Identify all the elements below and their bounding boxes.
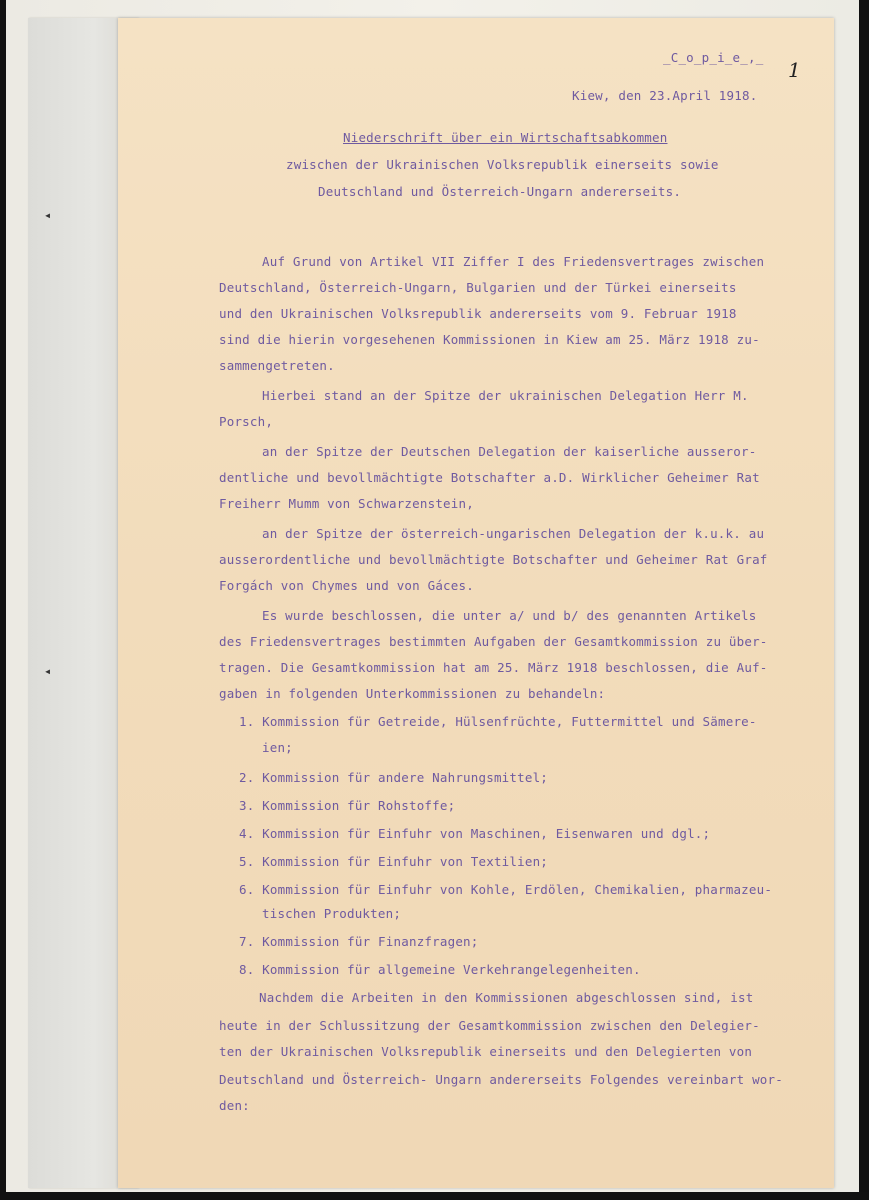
body-line: Freiherr Mumm von Schwarzenstein,	[219, 496, 474, 511]
body-line: Forgách von Chymes und von Gáces.	[219, 578, 474, 593]
body-line: Hierbei stand an der Spitze der ukrainischen Delegation Herr M.	[262, 388, 749, 403]
document-title: Niederschrift über ein Wirtschaftsabkommen	[343, 130, 668, 145]
body-line: gaben in folgenden Unterkommissionen zu behandeln:	[219, 686, 606, 701]
document-subtitle: zwischen der Ukrainischen Volksrepublik einerseits sowie	[286, 157, 719, 172]
body-line: und den Ukrainischen Volksrepublik andererseits vom 9. Februar 1918	[219, 306, 737, 321]
folio-number: 1	[788, 58, 801, 82]
body-line: Auf Grund von Artikel VII Ziffer I des Friedensvertrages zwischen	[262, 254, 765, 269]
body-line: Porsch,	[219, 414, 274, 429]
list-item: 4. Kommission für Einfuhr von Maschinen, Eisenwaren und dgl.;	[239, 826, 711, 841]
list-item: tischen Produkten;	[262, 906, 402, 921]
list-item: 8. Kommission für allgemeine Verkehrangelegenheiten.	[239, 962, 641, 977]
list-item: 3. Kommission für Rohstoffe;	[239, 798, 456, 813]
dateline: Kiew, den 23.April 1918.	[572, 88, 758, 103]
scan-border-left	[0, 0, 6, 1200]
body-line: tragen. Die Gesamtkommission hat am 25. März 1918 beschlossen, die Auf-	[219, 660, 768, 675]
body-line: an der Spitze der österreich-ungarischen Delegation der k.u.k. au	[262, 526, 765, 541]
closing-line: heute in der Schlussitzung der Gesamtkommission zwischen den Delegier-	[219, 1018, 760, 1033]
margin-mark: ◂	[44, 664, 52, 678]
list-item: 7. Kommission für Finanzfragen;	[239, 934, 479, 949]
document-subtitle: Deutschland und Österreich-Ungarn andererseits.	[318, 184, 682, 199]
closing-line: den:	[219, 1098, 250, 1113]
list-item: 5. Kommission für Einfuhr von Textilien;	[239, 854, 549, 869]
body-line: sind die hierin vorgesehenen Kommissionen in Kiew am 25. März 1918 zu-	[219, 332, 760, 347]
body-line: Deutschland, Österreich-Ungarn, Bulgarien und der Türkei einerseits	[219, 280, 737, 295]
body-line: dentliche und bevollmächtigte Botschafter a.D. Wirklicher Geheimer Rat	[219, 470, 760, 485]
margin-mark: ◂	[44, 208, 52, 222]
body-line: Es wurde beschlossen, die unter a/ und b/ des genannten Artikels	[262, 608, 757, 623]
list-item: 1. Kommission für Getreide, Hülsenfrüchte, Futtermittel und Sämere-	[239, 714, 757, 729]
scan-border-right	[859, 0, 869, 1200]
closing-line: Deutschland und Österreich- Ungarn andererseits Folgendes vereinbart wor-	[219, 1072, 783, 1087]
scan-border-bottom	[0, 1192, 869, 1200]
closing-line: ten der Ukrainischen Volksrepublik einerseits und den Delegierten von	[219, 1044, 753, 1059]
list-item: 6. Kommission für Einfuhr von Kohle, Erdölen, Chemikalien, pharmazeu-	[239, 882, 773, 897]
body-line: sammengetreten.	[219, 358, 335, 373]
copie-label: _C_o_p_i_e_,_	[663, 50, 764, 65]
list-item: ien;	[262, 740, 293, 755]
body-line: ausserordentliche und bevollmächtigte Botschafter und Geheimer Rat Graf	[219, 552, 768, 567]
body-line: an der Spitze der Deutschen Delegation der kaiserliche ausseror-	[262, 444, 757, 459]
closing-line: Nachdem die Arbeiten in den Kommissionen abgeschlossen sind, ist	[259, 990, 754, 1005]
list-item: 2. Kommission für andere Nahrungsmittel;	[239, 770, 549, 785]
body-line: des Friedensvertrages bestimmten Aufgaben der Gesamtkommission zu über-	[219, 634, 768, 649]
